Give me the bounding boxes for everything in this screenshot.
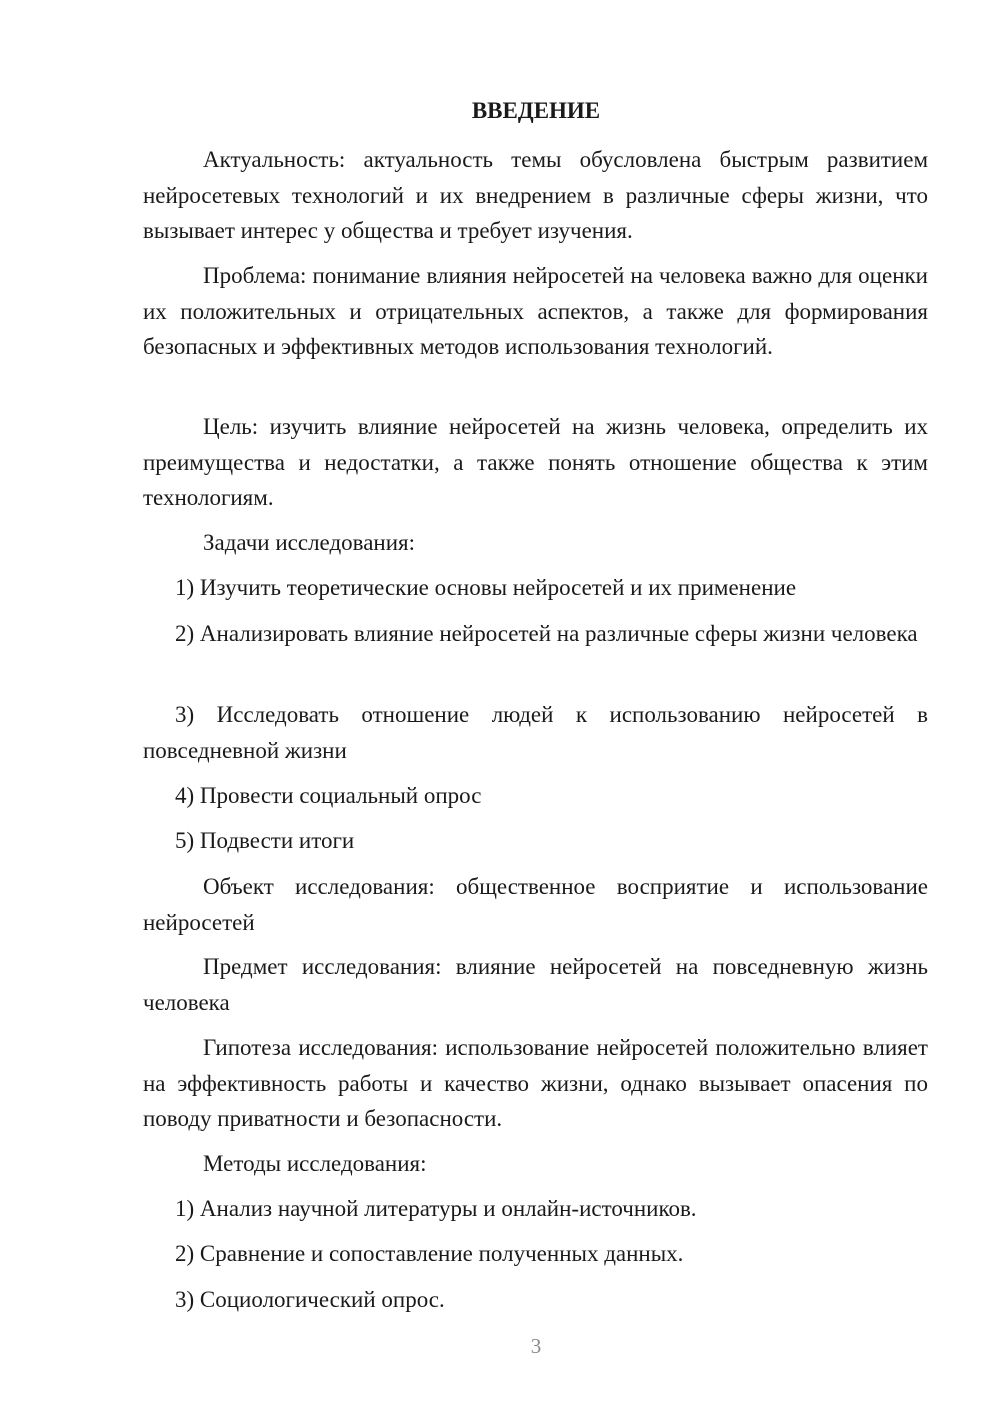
page-title: ВВЕДЕНИЕ [471,98,601,123]
paragraph-object: Объект исследования: общественное восприятие и использование нейросетей [143,874,928,935]
paragraph-goal: Цель: изучить влияние нейросетей на жизнь человека, определить их преимущества и недостатки, а также понять отношение общества к этим технологиям. [143,414,928,510]
paragraph-problem: Проблема: понимание влияния нейросетей на человека важно для оценки их положительных и отрицательных аспектов, а также для формирования безопасных и эффективных методов использования технологий. [143,263,928,359]
list-item-method-3: 3) Социологический опрос. [175,1287,445,1312]
paragraph-subject: Предмет исследования: влияние нейросетей на повседневную жизнь человека [143,954,928,1015]
list-item-task-1: 1) Изучить теоретические основы нейросетей и их применение [175,575,797,600]
paragraph-tasks-heading: Задачи исследования: [203,530,416,555]
list-item-task-2: 2) Анализировать влияние нейросетей на различные сферы жизни человека [175,621,918,646]
list-item-method-1: 1) Анализ научной литературы и онлайн-источников. [175,1196,697,1221]
paragraph-methods-heading: Методы исследования: [203,1151,427,1176]
list-item-task-3: 3) Исследовать отношение людей к использованию нейросетей в повседневной жизни [143,702,928,763]
list-item-task-4: 4) Провести социальный опрос [175,783,482,808]
paragraph-relevance: Актуальность: актуальность темы обусловлена быстрым развитием нейросетевых технологий и их внедрением в различные сферы жизни, что вызывает интерес у общества и требует изучения. [143,147,928,243]
list-item-method-2: 2) Сравнение и сопоставление полученных данных. [175,1241,684,1266]
page-number: 3 [530,1334,542,1358]
list-item-task-5: 5) Подвести итоги [175,828,355,853]
paragraph-hypothesis: Гипотеза исследования: использование нейросетей положительно влияет на эффективность работы и качество жизни, однако вызывает опасения по поводу приватности и безопасности. [143,1035,928,1131]
